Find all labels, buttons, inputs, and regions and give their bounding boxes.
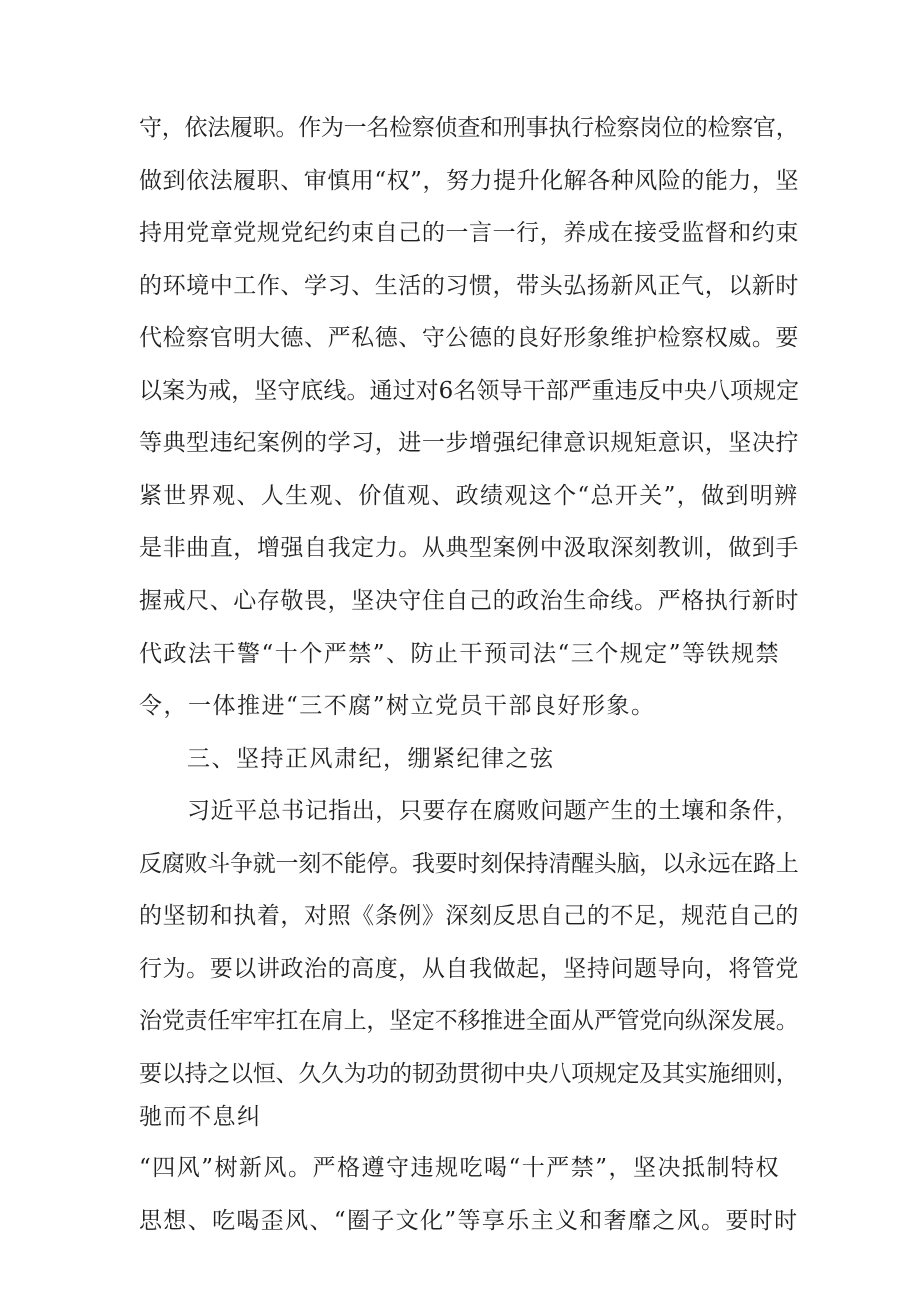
text-line: 要以持之以恒、久久为功的韧劲贯彻中央八项规定及其实施细则， bbox=[139, 1061, 799, 1087]
text-line: 持用党章党规党纪约束自己的一言一行，养成在接受监督和约束 bbox=[139, 220, 799, 246]
text-line: 守，依法履职。作为一名检察侦查和刑事执行检察岗位的检察官， bbox=[139, 115, 799, 141]
text-line: 的环境中工作、学习、生活的习惯，带头弘扬新风正气，以新时 bbox=[139, 273, 799, 299]
text-line: 反腐败斗争就一刻不能停。我要时刻保持清醒头脑，以永远在路上 bbox=[139, 851, 799, 877]
text-line: 代检察官明大德、严私德、守公德的良好形象维护检察权威。要 bbox=[139, 325, 799, 351]
text-line: 紧世界观、人生观、价值观、政绩观这个“总开关”，做到明辨 bbox=[139, 483, 799, 509]
section-heading: 三、坚持正风肃纪，绷紧纪律之弦 bbox=[187, 746, 555, 772]
text-line: 习近平总书记指出，只要存在腐败问题产生的土壤和条件， bbox=[187, 798, 799, 824]
text-line: 行为。要以讲政治的高度，从自我做起，坚持问题导向，将管党 bbox=[139, 956, 799, 982]
text-line: 以案为戒，坚守底线。通过对6名领导干部严重违反中央八项规定 bbox=[139, 378, 800, 404]
text-line: 做到依法履职、审慎用“权”，努力提升化解各种风险的能力，坚 bbox=[139, 168, 800, 194]
text-line: 握戒尺、心存敬畏，坚决守住自己的政治生命线。严格执行新时 bbox=[139, 588, 799, 614]
text-line: 驰而不息纠 bbox=[139, 1104, 262, 1130]
text-line: 代政法干警“十个严禁”、防止干预司法“三个规定”等铁规禁 bbox=[139, 641, 781, 667]
text-line: 思想、吃喝歪风、“圈子文化”等享乐主义和奢靡之风。要时时 bbox=[139, 1208, 799, 1234]
text-line: 等典型违纪案例的学习，进一步增强纪律意识规矩意识，坚决拧 bbox=[139, 430, 799, 456]
text-line: 治党责任牢牢扛在肩上，坚定不移推进全面从严管党向纵深发展。 bbox=[139, 1008, 799, 1034]
text-line: 的坚韧和执着，对照《条例》深刻反思自己的不足，规范自己的 bbox=[139, 903, 799, 929]
text-line: 令，一体推进“三不腐”树立党员干部良好形象。 bbox=[139, 693, 656, 719]
text-line: 是非曲直，增强自我定力。从典型案例中汲取深刻教训，做到手 bbox=[139, 535, 799, 561]
text-line: “四风”树新风。严格遵守违规吃喝“十严禁”，坚决抵制特权 bbox=[139, 1155, 781, 1181]
